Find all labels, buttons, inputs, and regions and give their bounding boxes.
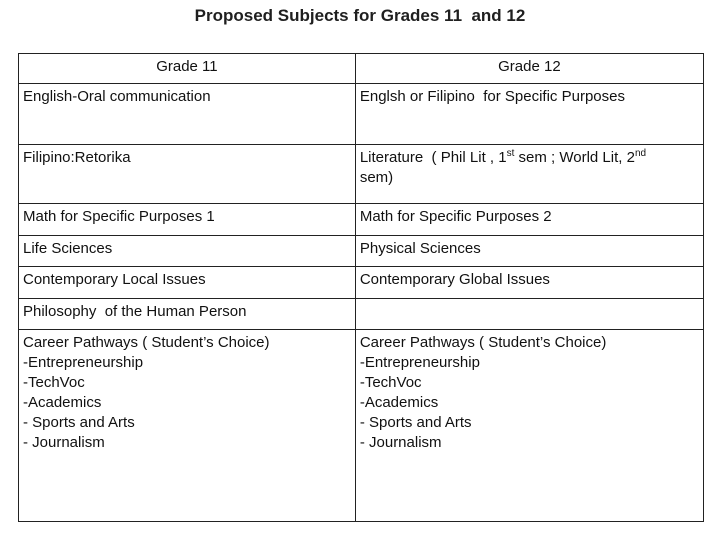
table-row — [19, 236, 704, 267]
cell-text: Life Sciences — [23, 240, 113, 257]
table-row — [19, 84, 704, 145]
cell-text: Contemporary Local Issues — [23, 271, 206, 288]
table-row — [19, 204, 704, 236]
cell-text-part: sem ; World Lit, 2 — [514, 149, 635, 166]
list-item: - Journalism — [23, 434, 105, 451]
cell-text: Filipino:Retorika — [23, 149, 131, 166]
table-cell — [355, 84, 703, 145]
table-cell — [19, 204, 356, 236]
cell-text-part: Literature ( Phil Lit , 1 — [359, 149, 507, 166]
table-cell — [355, 330, 703, 522]
list-item: -Entrepreneurship — [23, 354, 144, 371]
table-row — [19, 267, 704, 299]
cell-text: Englsh or Filipino for Specific Purposes — [359, 88, 625, 105]
header-grade-11: Grade 11 — [19, 54, 356, 84]
list-item: - Journalism — [359, 434, 442, 451]
cell-text: Math for Specific Purposes 2 — [359, 208, 552, 225]
cell-text: Contemporary Global Issues — [359, 271, 550, 288]
table-cell — [355, 299, 703, 330]
list-item: -Entrepreneurship — [359, 354, 480, 371]
list-item: -Academics — [23, 394, 102, 411]
table-cell — [19, 236, 356, 267]
table-cell — [355, 236, 703, 267]
table-cell — [19, 299, 356, 330]
header-row — [19, 54, 704, 84]
table-cell — [19, 84, 356, 145]
list-item: - Sports and Arts — [23, 414, 135, 431]
header-grade-12: Grade 12 — [355, 54, 703, 84]
table-row — [19, 145, 704, 204]
table-cell — [19, 145, 356, 204]
ordinal-suffix: st — [506, 148, 515, 159]
table-cell — [355, 204, 703, 236]
table-cell — [355, 145, 703, 204]
table-cell — [19, 267, 356, 299]
table-row — [19, 330, 704, 522]
cell-text: English-Oral communication — [23, 88, 211, 105]
list-item: - Sports and Arts — [359, 414, 472, 431]
cell-text-part: sem) — [359, 169, 394, 186]
ordinal-suffix: nd — [634, 148, 647, 159]
cell-text: Physical Sciences — [359, 240, 481, 257]
list-item: -TechVoc — [23, 374, 85, 391]
table-cell — [19, 330, 356, 522]
cell-text: Math for Specific Purposes 1 — [23, 208, 215, 225]
list-item: Career Pathways ( Student’s Choice) — [23, 334, 270, 351]
page-title: Proposed Subjects for Grades 11 and 12 — [194, 6, 526, 25]
list-item: Career Pathways ( Student’s Choice) — [359, 334, 607, 351]
cell-text: Philosophy of the Human Person — [23, 303, 247, 320]
list-item: -TechVoc — [359, 374, 422, 391]
subjects-table — [18, 53, 704, 522]
table-cell — [355, 267, 703, 299]
table-row — [19, 299, 704, 330]
list-item: -Academics — [359, 394, 439, 411]
